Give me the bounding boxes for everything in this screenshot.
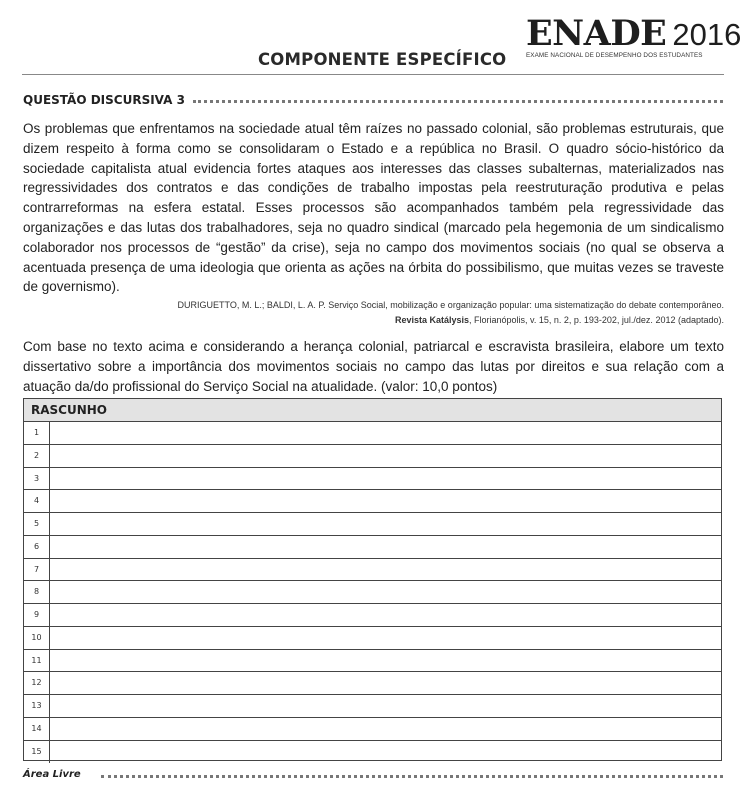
draft-writing-area[interactable] [51,741,721,764]
draft-line-number: 5 [24,513,50,535]
draft-writing-area[interactable] [51,604,721,626]
draft-writing-area[interactable] [51,536,721,558]
question-heading [23,93,723,109]
draft-line[interactable] [24,581,721,604]
draft-line-number: 11 [24,650,50,672]
draft-line[interactable] [24,445,721,468]
draft-writing-area[interactable] [51,672,721,694]
draft-line[interactable] [24,422,721,445]
citation-journal: Revista Katálysis [394,315,469,325]
draft-line-number: 12 [24,672,50,694]
draft-writing-area[interactable] [51,650,721,672]
draft-line-number: 8 [24,581,50,603]
draft-writing-area[interactable] [51,513,721,535]
draft-line[interactable] [24,627,721,650]
logo-word: ENADE [526,13,667,54]
draft-line-number: 13 [24,695,50,717]
page-header [0,0,747,78]
draft-writing-area[interactable] [51,468,721,490]
header-divider [22,74,724,75]
draft-line-number: 10 [24,627,50,649]
draft-line-number: 9 [24,604,50,626]
draft-line[interactable] [24,650,721,673]
question-prompt: Com base no texto acima e considerando a herança colonial, patriarcal e escravista brasileira, elabore um texto dissertativo sobre a importância dos movimentos sociais no campo das lutas por direitos e sua relação com a atuação da/do profissional do Serviço Social na atualidade. (valor: 10,0 pontos) [23,339,724,394]
enade-logo [526,13,742,59]
draft-writing-area[interactable] [51,490,721,512]
footer-dotted-leader [101,775,723,778]
draft-line-number: 6 [24,536,50,558]
citation-line-2 [23,313,724,328]
draft-writing-area[interactable] [51,695,721,717]
draft-writing-area[interactable] [51,581,721,603]
draft-writing-area[interactable] [51,718,721,740]
citation-line-1: DURIGUETTO, M. L.; BALDI, L. A. P. Serviço Social, mobilização e organização popular: uma sistematização do debate contemporâneo. [177,300,724,310]
draft-rows [24,422,721,763]
free-area-label: Área Livre [23,769,81,780]
question-title: QUESTÃO DISCURSIVA 3 [23,93,185,107]
draft-box [23,398,722,761]
draft-line-number: 2 [24,445,50,467]
draft-line[interactable] [24,468,721,491]
draft-line[interactable] [24,741,721,764]
question-text: Os problemas que enfrentamos na sociedade atual têm raízes no passado colonial, são problemas estruturais, que dizem respeito à forma como se consolidaram o Estado e a república no Brasil. O quadro sócio-histórico da sociedade capitalista atual evidencia fortes ataques aos interesses das classes subalternas, materializados nas regressividades dos contratos e das condições de trabalho impostas pela reestruturação produtiva e pelas contrarreformas na esfera estatal. Esses processos são acompanhados também pela regressividade das organizações e das lutas dos trabalhadores, seja no quadro sindical (marcado pela hegemonia de um sindicalismo colaborador nos processos de “gestão” da crise), seja no campo dos movimentos sociais (no qual se observa a acentuada presença de uma ideologia que orienta as ações na órbita do possibilismo, que muitas vezes se traveste de governismo). [23,121,724,295]
dotted-leader [193,100,723,103]
footer [23,769,723,783]
draft-line[interactable] [24,672,721,695]
draft-writing-area[interactable] [51,627,721,649]
draft-line-number: 3 [24,468,50,490]
draft-line[interactable] [24,604,721,627]
citation-details: , Florianópolis, v. 15, n. 2, p. 193-202, jul./dez. 2012 (adaptado). [469,315,724,325]
logo-year: 2016 [672,17,742,52]
logo-subtitle: EXAME NACIONAL DE DESEMPENHO DOS ESTUDANTES [526,52,703,59]
draft-line[interactable] [24,718,721,741]
section-title: COMPONENTE ESPECÍFICO [258,50,507,69]
draft-line[interactable] [24,559,721,582]
draft-line-number: 15 [24,741,50,764]
draft-line[interactable] [24,695,721,718]
draft-line[interactable] [24,536,721,559]
citation [23,298,724,328]
draft-line[interactable] [24,490,721,513]
draft-line-number: 7 [24,559,50,581]
draft-writing-area[interactable] [51,422,721,444]
draft-line-number: 14 [24,718,50,740]
draft-header: RASCUNHO [24,399,721,422]
draft-line-number: 4 [24,490,50,512]
draft-line-number: 1 [24,422,50,444]
draft-writing-area[interactable] [51,559,721,581]
draft-line[interactable] [24,513,721,536]
draft-writing-area[interactable] [51,445,721,467]
